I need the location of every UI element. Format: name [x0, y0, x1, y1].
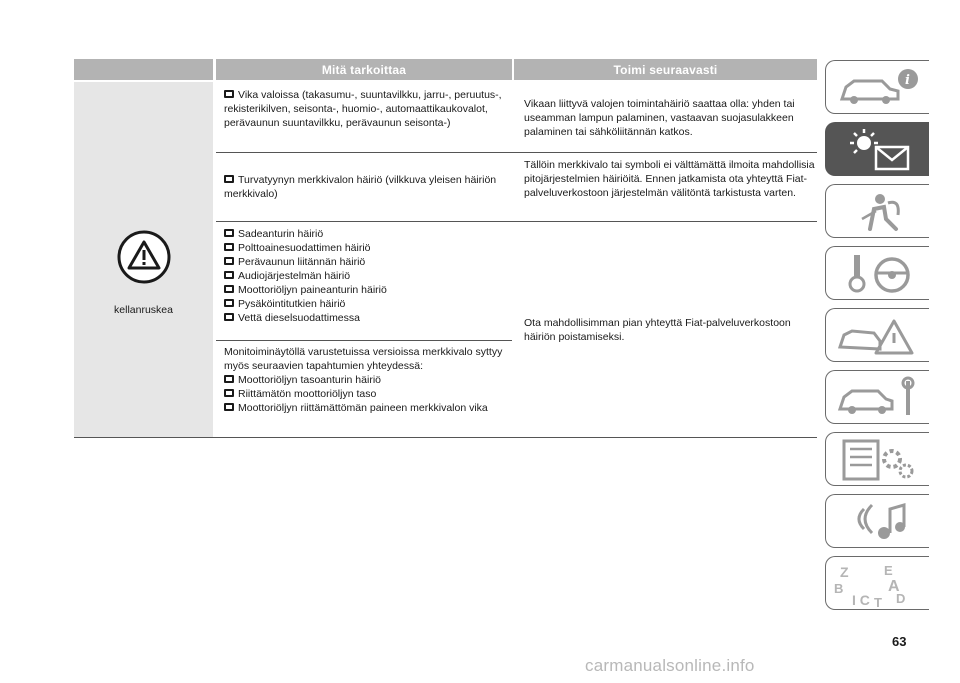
warning-triangle-icon — [117, 230, 171, 284]
watermark: carmanualsonline.info — [585, 656, 755, 675]
svg-text:Z: Z — [840, 564, 849, 580]
svg-text:T: T — [874, 595, 882, 607]
warning-light-message-icon — [834, 127, 924, 173]
tab-warning-lights[interactable] — [825, 122, 929, 176]
list-item: Moottoriöljyn riittämättömän paineen merkkivalon vika — [224, 401, 509, 415]
list-item: Perävaunun liitännän häiriö — [224, 255, 509, 269]
svg-text:I C: I C — [852, 592, 870, 607]
key-steering-wheel-icon — [834, 251, 924, 297]
tab-emergency[interactable] — [825, 308, 929, 362]
page-number: 63 — [892, 634, 907, 649]
tab-maintenance[interactable] — [825, 370, 929, 424]
row3-note — [224, 345, 509, 415]
row1-causes — [224, 88, 509, 130]
row2-action: Tällöin merkkivalo tai symboli ei välttämättä ilmoita mahdollisia pitojärjestelmien häiriöitä. Ennen jatkamista ota yhteyttä Fiat-palveluverkostoon järjestelmän välitöntä tarkistusta varten. — [524, 159, 815, 199]
tab-index[interactable] — [825, 556, 929, 610]
tab-multimedia[interactable] — [825, 494, 929, 548]
list-item: Sadeanturin häiriö — [224, 227, 509, 241]
svg-text:D: D — [896, 591, 906, 606]
list-item: Audiojärjestelmän häiriö — [224, 269, 509, 283]
bullet-icon — [224, 229, 234, 237]
bullet-icon — [224, 285, 234, 293]
row2-causes — [224, 173, 509, 201]
svg-text:B: B — [834, 581, 844, 596]
bullet-icon — [224, 175, 234, 183]
bullet-icon — [224, 375, 234, 383]
list-item: Turvatyynyn merkkivalon häiriö (vilkkuva yleisen häiriön merkkivalo) — [224, 174, 497, 200]
row3-causes — [224, 227, 509, 325]
bullet-icon — [224, 313, 234, 321]
alphabetical-index-icon — [834, 561, 924, 607]
table-bottom-rule — [74, 437, 817, 438]
svg-text:A: A — [888, 578, 900, 595]
list-item: Polttoainesuodattimen häiriö — [224, 241, 509, 255]
svg-text:E: E — [884, 563, 893, 578]
row-divider — [216, 340, 512, 341]
list-item: Pysäköintitutkien häiriö — [224, 297, 509, 311]
note-text: Monitoiminäytöllä varustetuissa versioissa merkkivalo syttyy myös seuraavien tapahtumien yhteydessä: — [224, 346, 503, 372]
bullet-icon — [224, 403, 234, 411]
row3-action: Ota mahdollisimman pian yhteyttä Fiat-palveluverkostoon häiriön poistamiseksi. — [524, 317, 791, 343]
bullet-icon — [224, 271, 234, 279]
list-item: Vika valoissa (takasumu-, suuntavilkku, jarru-, peruutus-, rekisterikilven, seisonta-, huomio-, automaattikaukovalot, perävaunun suuntavilkku, perävaunun seisonta-) — [224, 89, 502, 129]
indicator-color-label: kellanruskea — [114, 304, 173, 316]
airbag-seat-icon — [834, 189, 924, 235]
tab-technical-data[interactable] — [825, 432, 929, 486]
list-item: Vettä dieselsuodattimessa — [224, 311, 509, 325]
list-item: Moottoriöljyn paineanturin häiriö — [224, 283, 509, 297]
bullet-icon — [224, 90, 234, 98]
tab-safety[interactable] — [825, 184, 929, 238]
indicator-cell — [74, 82, 213, 437]
bullet-icon — [224, 257, 234, 265]
bullet-icon — [224, 389, 234, 397]
tab-starting-driving[interactable] — [825, 246, 929, 300]
car-info-icon — [834, 65, 924, 111]
svg-text:i: i — [905, 73, 910, 88]
multimedia-icon — [834, 499, 924, 545]
car-emergency-icon — [834, 313, 924, 359]
row1-action: Vikaan liittyvä valojen toimintahäiriö saattaa olla: yhden tai useamman lampun palaminen, vastaavan suojasulakkeen palaminen tai sähköliitännän katkos. — [524, 98, 795, 138]
header-action: Toimi seuraavasti — [514, 59, 817, 80]
list-item: Riittämätön moottoriöljyn taso — [224, 387, 509, 401]
header-meaning: Mitä tarkoittaa — [216, 59, 512, 80]
tab-car-info[interactable] — [825, 60, 929, 114]
list-item: Moottoriöljyn tasoanturin häiriö — [224, 373, 509, 387]
technical-data-icon — [834, 437, 924, 483]
bullet-icon — [224, 299, 234, 307]
header-blank — [74, 59, 213, 80]
row-divider — [216, 152, 817, 153]
row-divider — [216, 221, 817, 222]
car-maintenance-icon — [834, 375, 924, 421]
bullet-icon — [224, 243, 234, 251]
